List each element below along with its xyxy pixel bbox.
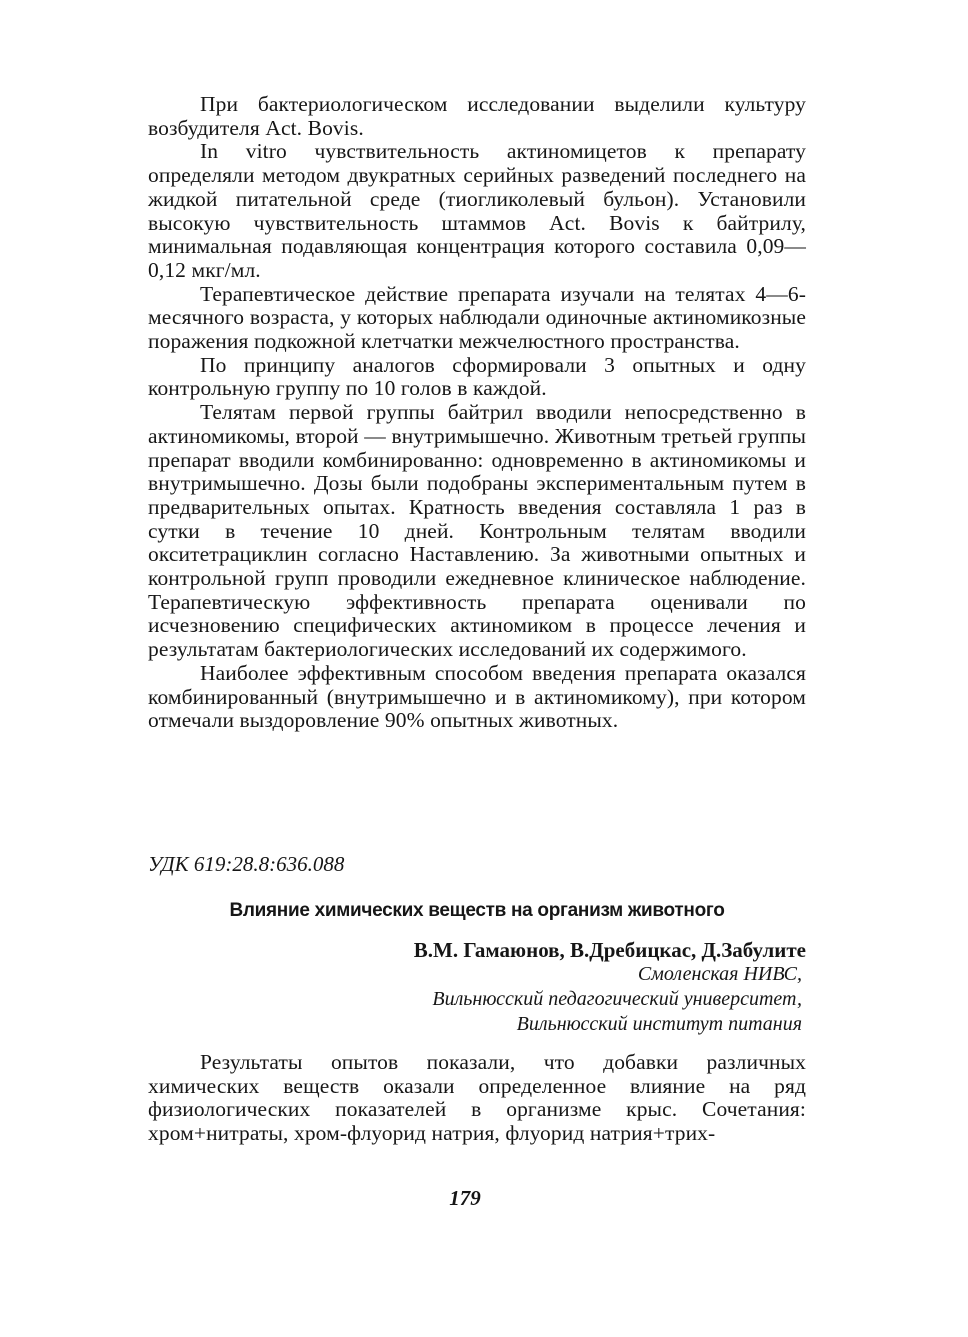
paragraph-6: Наиболее эффективным способом введения препарата оказался комбинированный (внутримышечно и в актиномикому), при котором отмечали выздоровление 90% опытных животных.	[148, 660, 806, 733]
paragraph-4: По принципу аналогов сформировали 3 опытных и одну контрольную группу по 10 голов в каждой.	[148, 352, 806, 401]
udk-code: УДК 619:28.8:636.088	[148, 852, 345, 876]
affiliations	[432, 962, 802, 1037]
page-number: 179	[449, 1186, 481, 1210]
body-text	[148, 93, 806, 733]
paragraph-5: Телятам первой группы байтрил вводили непосредственно в актиномикомы, второй — внутримышечно. Животным третьей группы препарат вводили комбинированно: одновременно в актиномикомы и внутримышечно. Дозы были подобраны экспериментальным путем в предварительных опытах. Кратность введения составляла 1 раз в сутки в течение 10 дней. Контрольным телятам вводили окситетрациклин согласно Наставлению. За животными опытных и контрольной групп проводили ежедневное клиническое наблюдение. Терапевтическую эффективность препарата оценивали по исчезновению специфических актиномиком в процессе лечения и результатам бактериологических исследований их содержимого.	[148, 400, 806, 662]
paragraph-1: При бактериологическом исследовании выделили культуру возбудителя Act. Bovis.	[148, 92, 806, 140]
paragraph-3: Терапевтическое действие препарата изучали на телятах 4—6-месячного возраста, у которых наблюдали одиночные актиномикозные поражения подкожной клетчатки межчелюстного пространства.	[148, 281, 806, 354]
affiliation-3: Вильнюсский институт питания	[516, 1013, 802, 1035]
paragraph-2: In vitro чувствительность актиномицетов к препарату определяли методом двукратных серийных разведений последнего на жидкой питательной среде (тиогликолевый бульон). Установили высокую чувствительность штаммов Act. Bovis к байтрилу, минимальная подавляющая концентрация которого составила 0,09—0,12 мкг/мл.	[148, 139, 806, 282]
abstract	[148, 1051, 806, 1146]
abstract-paragraph: Результаты опытов показали, что добавки различных химических веществ оказали определенное влияние на ряд физиологических показателей в организме крыс. Сочетания: хром+нитраты, хром-флуорид натрия, флуорид натрия+трих-	[148, 1050, 806, 1146]
article-title: Влияние химических веществ на организм животного	[229, 900, 725, 921]
affiliation-1: Смоленская НИВС,	[637, 963, 802, 985]
affiliation-2: Вильнюсский педагогический университет,	[432, 988, 802, 1010]
article-authors: В.М. Гамаюнов, В.Дребицкас, Д.Забулите	[413, 938, 806, 962]
